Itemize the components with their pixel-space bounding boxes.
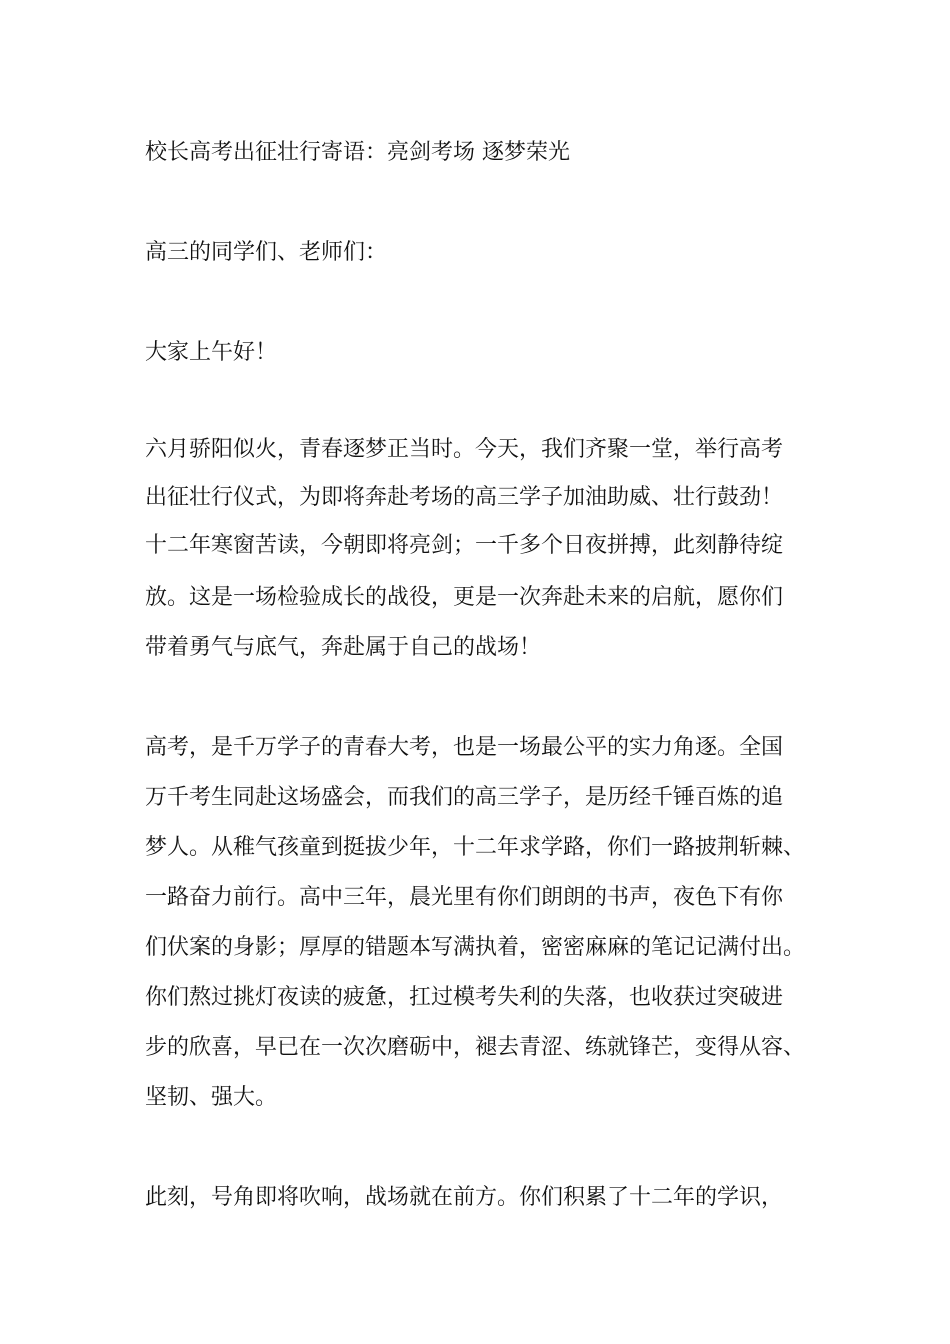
paragraph-line: 放。这是一场检验成长的战役，更是一次奔赴未来的启航，愿你们 <box>145 585 784 610</box>
paragraph-line: 们伏案的身影；厚厚的错题本写满执着，密密麻麻的笔记记满付出。 <box>145 935 806 960</box>
paragraph-line: 高考，是千万学子的青春大考，也是一场最公平的实力角逐。全国 <box>145 735 784 760</box>
document-title: 校长高考出征壮行寄语：亮剑考场 逐梦荣光 <box>145 140 570 165</box>
paragraph-line: 一路奋力前行。高中三年，晨光里有你们朗朗的书声，夜色下有你 <box>145 885 784 910</box>
paragraph-line: 坚韧、强大。 <box>145 1085 278 1110</box>
paragraph-line: 此刻，号角即将吹响，战场就在前方。你们积累了十二年的学识， <box>145 1185 784 1210</box>
greeting: 大家上午好！ <box>145 340 278 365</box>
paragraph-line: 出征壮行仪式，为即将奔赴考场的高三学子加油助威、壮行鼓劲！ <box>145 485 784 510</box>
paragraph-line: 梦人。从稚气孩童到挺拔少年，十二年求学路，你们一路披荆斩棘、 <box>145 835 806 860</box>
paragraph-line: 六月骄阳似火，青春逐梦正当时。今天，我们齐聚一堂，举行高考 <box>145 437 784 462</box>
paragraph-line: 你们熬过挑灯夜读的疲惫，扛过模考失利的失落，也收获过突破进 <box>145 985 784 1010</box>
paragraph-line: 带着勇气与底气，奔赴属于自己的战场！ <box>145 635 542 660</box>
paragraph-line: 步的欣喜，早已在一次次磨砺中，褪去青涩、练就锋芒，变得从容、 <box>145 1035 806 1060</box>
paragraph-line: 十二年寒窗苦读，今朝即将亮剑；一千多个日夜拼搏，此刻静待绽 <box>145 533 784 558</box>
salutation: 高三的同学们、老师们： <box>145 240 388 265</box>
paragraph-line: 万千考生同赴这场盛会，而我们的高三学子，是历经千锤百炼的追 <box>145 785 784 810</box>
